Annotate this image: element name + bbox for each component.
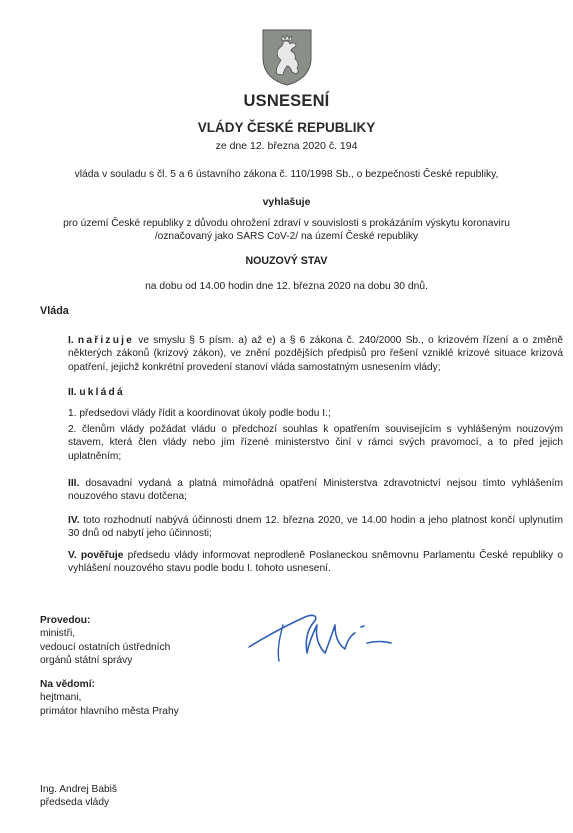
notified-block — [40, 678, 179, 718]
section-3-text: dosavadní vydaná a platná mimořádná opatření Ministerstva zdravotnictví nejsou tímto vyhlášením nouzového stavu dotčena; — [68, 478, 563, 503]
signatory-role: předseda vlády — [40, 797, 110, 809]
section-1-verb: nařizuje — [77, 335, 135, 346]
proclaims-heading: vyhlašuje — [262, 196, 311, 208]
document-subtitle: VLÁDY ČESKÉ REPUBLIKY — [197, 120, 376, 135]
executors-label: Provedou: — [40, 615, 91, 626]
signatory-block — [40, 783, 117, 810]
section-5-numeral: V. — [68, 550, 77, 561]
document-title: USNESENÍ — [243, 92, 330, 110]
section-1-numeral: I. — [68, 335, 74, 346]
state-heading: NOUZOVÝ STAV — [245, 255, 328, 267]
section-4 — [40, 514, 563, 541]
section-4-text: toto rozhodnutí nabývá účinnosti dnem 12. března 2020, ve 14.00 hodin a jeho platnost končí uplynutím 30 dnů od nabytí jeho účinnosti; — [68, 515, 563, 540]
section-5-verb: pověřuje — [80, 550, 124, 561]
section-2-heading — [40, 386, 563, 399]
section-2-item-2: 2. členům vlády požádat vládu o předchozí souhlas k opatřením souvisejícím s vyhlášeným nouzovým stavem, která člen vlády nebo jím řízené ministerstvo činí v rámci svých pravomocí, a to před jejich uplatněním; — [68, 424, 563, 462]
section-5-text: předsedu vlády informovat neprodleně Poslaneckou sněmovnu Parlamentu České republiky o vyhlášení nouzového stavu podle bodu I. tohoto usnesení. — [68, 550, 563, 575]
section-1-text: ve smyslu § 5 písm. a) až e) a § 6 zákona č. 240/2000 Sb., o krizovém řízení a o změně některých zákonů (krizový zákon), ve znění pozdějších předpisů pro řešení vzniklé krizové situace krizová opatření, jejichž konkrétní provedení stanoví vláda samostatným usnesením vlády; — [68, 335, 563, 373]
duration-text: na dobu od 14.00 hodin dne 12. března 2020 na dobu 30 dnů. — [145, 281, 428, 292]
notified-line-1: hejtmani, — [40, 692, 82, 704]
section-2-verb: ukládá — [79, 387, 125, 398]
signatory-name: Ing. Andrej Babiš — [40, 784, 118, 795]
section-1 — [40, 334, 563, 374]
government-label: Vláda — [40, 305, 69, 317]
reason-text — [0, 217, 573, 243]
handwritten-signature — [243, 603, 403, 665]
section-5 — [40, 549, 563, 576]
intro-text: vláda v souladu s čl. 5 a 6 ústavního zákona č. 110/1998 Sb., o bezpečnosti České republiky, — [74, 169, 499, 180]
notified-label: Na vědomí: — [40, 679, 95, 690]
section-3 — [40, 477, 563, 504]
executors-line-1: ministři, — [40, 628, 76, 640]
section-4-numeral: IV. — [68, 515, 80, 526]
czech-lion-emblem-icon — [261, 28, 313, 86]
date-line: ze dne 12. března 2020 č. 194 — [215, 140, 358, 152]
notified-line-2: primátor hlavního města Prahy — [40, 705, 179, 717]
section-2-item-1: 1. předsedovi vlády řídit a koordinovat úkoly podle bodu I.; — [68, 408, 331, 419]
reason-line-1: pro území České republiky z důvodu ohrožení zdraví v souvislosti s prokázáním výskytu koronaviru — [63, 218, 510, 229]
section-2-numeral: II. — [68, 387, 77, 398]
executors-line-3: orgánů státní správy — [40, 655, 133, 667]
reason-line-2: /označovaný jako SARS CoV-2/ na území České republiky — [154, 231, 419, 242]
section-3-numeral: III. — [68, 478, 80, 489]
executors-block — [40, 614, 170, 668]
executors-line-2: vedoucí ostatních ústředních — [40, 641, 171, 653]
